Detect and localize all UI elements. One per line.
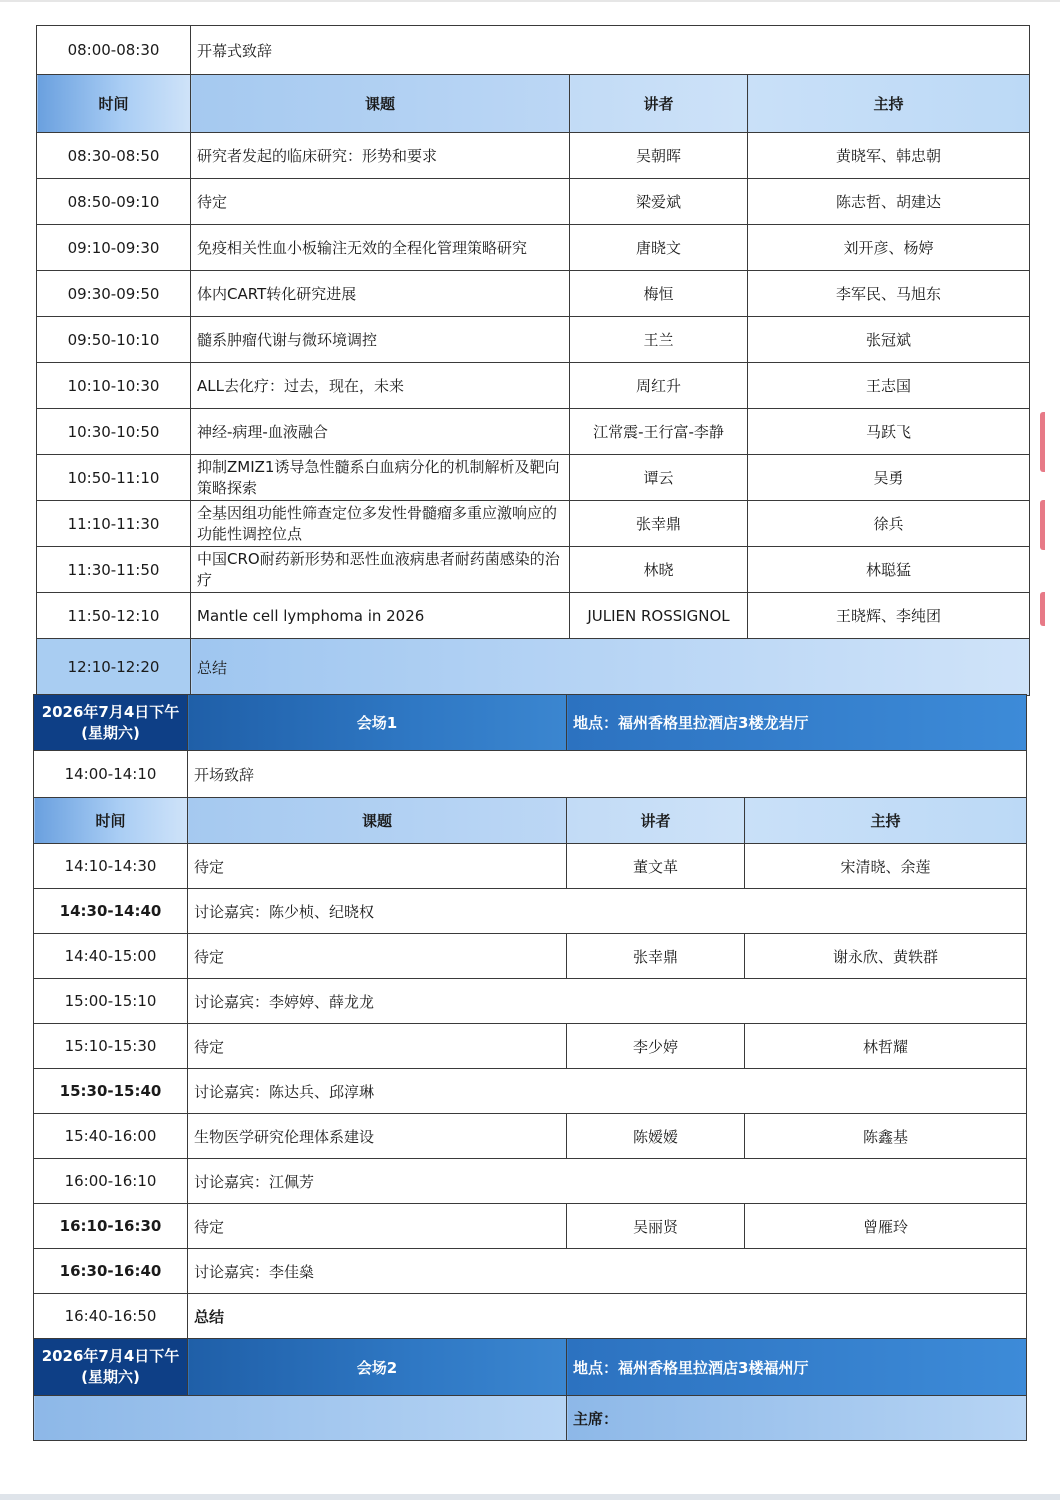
speaker-cell: 梅恒 [570, 271, 748, 317]
afternoon-schedule-table [33, 694, 1027, 1441]
summary-time: 12:10-12:20 [37, 639, 191, 696]
time-cell: 14:10-14:30 [34, 844, 188, 889]
speaker-cell: 吴朝晖 [570, 133, 748, 179]
speaker-cell: 周红升 [570, 363, 748, 409]
speaker-cell: JULIEN ROSSIGNOL [570, 593, 748, 639]
red-stamp-mark [1040, 500, 1060, 550]
table-row [37, 317, 1030, 363]
header-time: 时间 [34, 798, 188, 844]
session1-summary-time: 16:40-16:50 [34, 1294, 188, 1339]
topic-cell: 研究者发起的临床研究：形势和要求 [191, 133, 570, 179]
page-top-edge [0, 0, 1060, 2]
time-cell: 16:30-16:40 [34, 1249, 188, 1294]
time-cell: 11:10-11:30 [37, 501, 191, 547]
header-speaker: 讲者 [570, 75, 748, 133]
host-cell: 王志国 [748, 363, 1030, 409]
speaker-cell: 江常震-王行富-李静 [570, 409, 748, 455]
session2-banner-row [34, 1339, 1027, 1396]
host-cell: 王晓辉、李纯团 [748, 593, 1030, 639]
table-row [37, 179, 1030, 225]
opening-label: 开幕式致辞 [191, 26, 1030, 75]
discussion-row [34, 1249, 1027, 1294]
header-topic: 课题 [191, 75, 570, 133]
host-cell: 林哲耀 [745, 1024, 1027, 1069]
topic-cell: Mantle cell lymphoma in 2026 [191, 593, 570, 639]
speaker-cell: 唐晓文 [570, 225, 748, 271]
host-cell: 谢永欣、黄轶群 [745, 934, 1027, 979]
topic-cell: ALL去化疗：过去，现在，未来 [191, 363, 570, 409]
table-header-row [37, 75, 1030, 133]
host-cell: 宋清晓、余莲 [745, 844, 1027, 889]
time-cell: 08:50-09:10 [37, 179, 191, 225]
table-row [37, 225, 1030, 271]
speaker-cell: 梁爱斌 [570, 179, 748, 225]
header-host: 主持 [745, 798, 1027, 844]
discussion-cell: 讨论嘉宾：李婷婷、薛龙龙 [188, 979, 1027, 1024]
topic-cell: 待定 [188, 1204, 567, 1249]
time-cell: 11:50-12:10 [37, 593, 191, 639]
host-cell: 陈鑫基 [745, 1114, 1027, 1159]
host-cell: 刘开彦、杨婷 [748, 225, 1030, 271]
summary-row [37, 639, 1030, 696]
discussion-cell: 讨论嘉宾：陈少桢、纪晓权 [188, 889, 1027, 934]
speaker-cell: 吴丽贤 [567, 1204, 745, 1249]
table-row [34, 1114, 1027, 1159]
session1-location: 地点：福州香格里拉酒店3楼龙岩厅 [567, 695, 1027, 751]
time-cell: 14:30-14:40 [34, 889, 188, 934]
time-cell: 14:40-15:00 [34, 934, 188, 979]
topic-cell: 待定 [188, 934, 567, 979]
host-cell: 陈志哲、胡建达 [748, 179, 1030, 225]
session1-summary-row [34, 1294, 1027, 1339]
speaker-cell: 谭云 [570, 455, 748, 501]
table-row [34, 844, 1027, 889]
time-cell: 15:30-15:40 [34, 1069, 188, 1114]
topic-cell: 生物医学研究伦理体系建设 [188, 1114, 567, 1159]
speaker-cell: 李少婷 [567, 1024, 745, 1069]
host-cell: 林聪猛 [748, 547, 1030, 593]
session2-date-line2: (星期六) [81, 1368, 140, 1386]
time-cell: 08:30-08:50 [37, 133, 191, 179]
time-cell: 09:30-09:50 [37, 271, 191, 317]
session2-location: 地点：福州香格里拉酒店3楼福州厅 [567, 1339, 1027, 1396]
session1-date [34, 695, 188, 751]
session1-opening-row [34, 751, 1027, 798]
session1-banner-row [34, 695, 1027, 751]
time-cell: 11:30-11:50 [37, 547, 191, 593]
table-row [37, 271, 1030, 317]
table-row [37, 501, 1030, 547]
session2-chair-blank [34, 1396, 567, 1441]
time-cell: 09:10-09:30 [37, 225, 191, 271]
topic-cell: 免疫相关性血小板输注无效的全程化管理策略研究 [191, 225, 570, 271]
table-row [37, 547, 1030, 593]
time-cell: 15:40-16:00 [34, 1114, 188, 1159]
header-time: 时间 [37, 75, 191, 133]
time-cell: 16:10-16:30 [34, 1204, 188, 1249]
page-bottom-edge [0, 1494, 1060, 1500]
morning-schedule-table [36, 25, 1030, 696]
table-row [37, 593, 1030, 639]
host-cell: 李军民、马旭东 [748, 271, 1030, 317]
speaker-cell: 王兰 [570, 317, 748, 363]
session1-opening-time: 14:00-14:10 [34, 751, 188, 798]
session2-chair-row [34, 1396, 1027, 1441]
topic-cell: 体内CART转化研究进展 [191, 271, 570, 317]
discussion-row [34, 979, 1027, 1024]
header-topic: 课题 [188, 798, 567, 844]
speaker-cell: 张幸鼎 [567, 934, 745, 979]
discussion-row [34, 889, 1027, 934]
table-row [34, 1024, 1027, 1069]
session1-date-line1: 2026年7月4日下午 [41, 702, 180, 721]
table-row [34, 934, 1027, 979]
table-row [37, 455, 1030, 501]
topic-cell: 神经-病理-血液融合 [191, 409, 570, 455]
topic-cell: 抑制ZMIZ1诱导急性髓系白血病分化的机制解析及靶向策略探索 [191, 455, 570, 501]
host-cell: 马跃飞 [748, 409, 1030, 455]
red-stamp-mark [1040, 592, 1060, 626]
topic-cell: 中国CRO耐药新形势和恶性血液病患者耐药菌感染的治疗 [191, 547, 570, 593]
red-stamp-mark [1040, 412, 1060, 472]
session1-venue: 会场1 [188, 695, 567, 751]
host-cell: 徐兵 [748, 501, 1030, 547]
time-cell: 15:10-15:30 [34, 1024, 188, 1069]
opening-time: 08:00-08:30 [37, 26, 191, 75]
host-cell: 黄晓军、韩忠朝 [748, 133, 1030, 179]
session1-summary-label: 总结 [188, 1294, 1027, 1339]
table-row [37, 409, 1030, 455]
discussion-cell: 讨论嘉宾：李佳燊 [188, 1249, 1027, 1294]
topic-cell: 待定 [188, 1024, 567, 1069]
session1-date-line2: (星期六) [81, 723, 140, 742]
discussion-cell: 讨论嘉宾：陈达兵、邱淳琳 [188, 1069, 1027, 1114]
session1-opening-label: 开场致辞 [188, 751, 1027, 798]
session2-date-line1: 2026年7月4日下午 [41, 1347, 180, 1365]
header-speaker: 讲者 [567, 798, 745, 844]
time-cell: 10:50-11:10 [37, 455, 191, 501]
topic-cell: 待定 [191, 179, 570, 225]
session2-venue: 会场2 [188, 1339, 567, 1396]
session2-date [34, 1339, 188, 1396]
time-cell: 10:30-10:50 [37, 409, 191, 455]
discussion-row [34, 1069, 1027, 1114]
discussion-row [34, 1159, 1027, 1204]
topic-cell: 髓系肿瘤代谢与微环境调控 [191, 317, 570, 363]
speaker-cell: 林晓 [570, 547, 748, 593]
opening-row [37, 26, 1030, 75]
speaker-cell: 董文革 [567, 844, 745, 889]
header-host: 主持 [748, 75, 1030, 133]
session1-header-row [34, 798, 1027, 844]
session2-chair-label: 主席： [567, 1396, 1027, 1441]
discussion-cell: 讨论嘉宾：江佩芳 [188, 1159, 1027, 1204]
time-cell: 15:00-15:10 [34, 979, 188, 1024]
host-cell: 吴勇 [748, 455, 1030, 501]
time-cell: 10:10-10:30 [37, 363, 191, 409]
time-cell: 16:00-16:10 [34, 1159, 188, 1204]
summary-label: 总结 [191, 639, 1030, 696]
time-cell: 09:50-10:10 [37, 317, 191, 363]
table-row [37, 133, 1030, 179]
speaker-cell: 陈嫒嫒 [567, 1114, 745, 1159]
table-row [37, 363, 1030, 409]
topic-cell: 全基因组功能性筛查定位多发性骨髓瘤多重应激响应的功能性调控位点 [191, 501, 570, 547]
table-row [34, 1204, 1027, 1249]
topic-cell: 待定 [188, 844, 567, 889]
host-cell: 张冠斌 [748, 317, 1030, 363]
speaker-cell: 张幸鼎 [570, 501, 748, 547]
host-cell: 曾雁玲 [745, 1204, 1027, 1249]
